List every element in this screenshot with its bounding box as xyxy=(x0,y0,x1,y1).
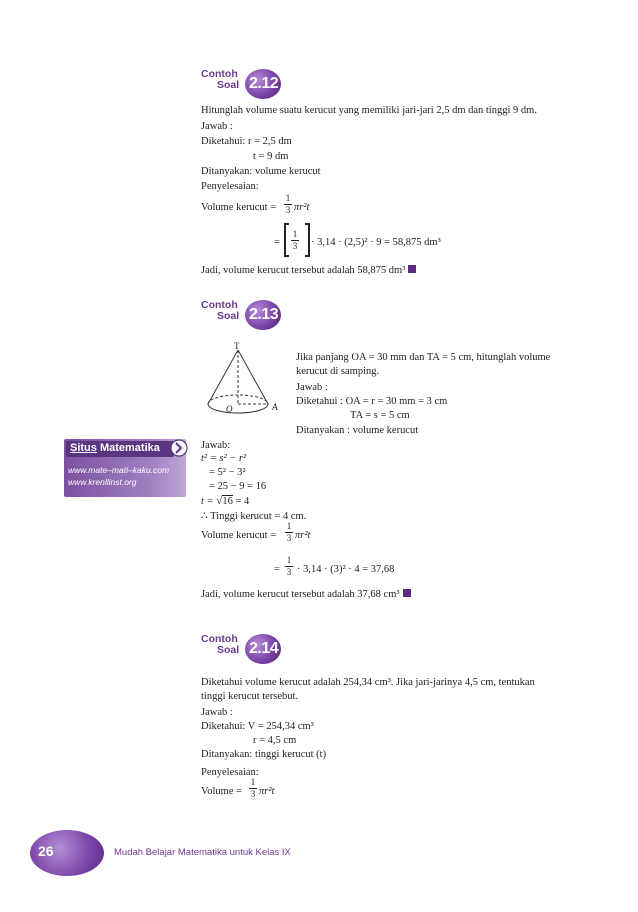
ex212-result: Jadi, volume kerucut tersebut adalah 58,875 dm³ xyxy=(201,264,416,277)
badge-soal-label: Soal xyxy=(217,644,240,656)
example-badge-2-12 xyxy=(201,69,283,101)
ex213-ta: TA = s = 5 cm xyxy=(350,410,410,421)
ex212-ditanyakan: Ditanyakan: volume kerucut xyxy=(201,166,321,177)
badge-soal-label: Soal xyxy=(217,310,240,322)
example-badge-2-13 xyxy=(201,300,283,332)
ex214-formula: πr²t xyxy=(259,786,275,797)
ex213-calculation: · 3,14 · (3)² · 4 = 37,68 xyxy=(297,564,395,575)
ex212-equals: = xyxy=(274,237,280,248)
ex212-jawab: Jawab : xyxy=(201,121,233,132)
badge-number: 2.14 xyxy=(249,640,279,657)
ex213-step-2: = 5² − 3² xyxy=(209,467,246,478)
ex213-step-4: t = √16 = 4 xyxy=(201,495,250,507)
ex213-problem-2: kerucut di samping. xyxy=(296,366,380,377)
ex213-problem-1: Jika panjang OA = 30 mm dan TA = 5 cm, hitunglah volume xyxy=(296,352,551,363)
ex214-problem-1: Diketahui volume kerucut adalah 254,34 cm³. Jika jari-jarinya 4,5 cm, tentukan xyxy=(201,677,535,688)
dots-decoration xyxy=(214,481,215,482)
badge-number: 2.13 xyxy=(249,306,279,323)
cone-label-t: T xyxy=(234,341,240,351)
ex212-fraction: 1 3 xyxy=(285,193,291,215)
badge-contoh-label: Contoh xyxy=(201,633,238,645)
ex212-bracket: 1 3 xyxy=(284,224,310,256)
page-number: 26 xyxy=(38,843,54,859)
situs-matematika-box xyxy=(64,439,186,497)
ex212-volume-label: Volume kerucut = xyxy=(201,202,277,213)
ex214-diketahui: Diketahui: V = 254,34 cm³ xyxy=(201,721,314,732)
ex212-calculation: · 3,14 · (2,5)² · 9 = 58,875 dm³ xyxy=(311,237,441,248)
chevron-right-icon xyxy=(170,438,188,458)
ex212-problem: Hitunglah volume suatu kerucut yang memiliki jari-jari 2,5 dm dan tinggi 9 dm. xyxy=(201,105,537,116)
badge-number: 2.12 xyxy=(249,75,279,92)
badge-contoh-label: Contoh xyxy=(201,299,238,311)
ex213-volume-label: Volume kerucut = xyxy=(201,530,277,541)
ex214-r: r = 4,5 cm xyxy=(253,735,297,746)
cone-label-o: O xyxy=(226,404,233,414)
ex213-ditanyakan: Ditanyakan : volume kerucut xyxy=(296,425,419,436)
ex214-problem-2: tinggi kerucut tersebut. xyxy=(201,691,299,702)
example-badge-2-14 xyxy=(201,634,283,666)
ex214-ditanyakan: Ditanyakan: tinggi kerucut (t) xyxy=(201,749,327,760)
ex213-formula: πr²t xyxy=(295,530,311,541)
ex212-formula: πr²t xyxy=(294,202,310,213)
ex214-penyelesaian: Penyelesaian: xyxy=(201,767,259,778)
cone-label-a: A xyxy=(272,402,278,412)
ex212-diketahui: Diketahui: r = 2,5 dm xyxy=(201,136,292,147)
ex213-result: Jadi, volume kerucut tersebut adalah 37,68 cm³ xyxy=(201,588,411,601)
ex213-jawab: Jawab : xyxy=(296,382,328,393)
ex213-jawab2: Jawab: xyxy=(201,440,231,451)
ex213-tinggi: ∴ Tinggi kerucut = 4 cm. xyxy=(201,511,307,522)
ex213-diketahui: Diketahui : OA = r = 30 mm = 3 cm xyxy=(296,396,448,407)
situs-link-2[interactable]: www.krenllinst.org xyxy=(68,477,137,487)
footer-book-title: Mudah Belajar Matematika untuk Kelas IX xyxy=(114,847,291,858)
end-square-icon xyxy=(408,265,416,273)
ex213-fraction-2: 1 3 xyxy=(286,555,292,577)
ex213-equals: = xyxy=(274,564,280,575)
badge-contoh-label: Contoh xyxy=(201,68,238,80)
ex212-tinggi: t = 9 dm xyxy=(253,151,289,162)
situs-title: Situs Matematika xyxy=(70,442,160,454)
ex212-penyelesaian: Penyelesaian: xyxy=(201,181,259,192)
ex213-step-3: = 25 − 9 = 16 xyxy=(209,481,267,492)
ex213-fraction: 1 3 xyxy=(286,521,292,543)
end-square-icon xyxy=(403,589,411,597)
ex213-step-1: t² = s² − r² xyxy=(201,453,247,464)
ex214-jawab: Jawab : xyxy=(201,707,233,718)
situs-link-1[interactable]: www.mate–mati–kaku.com xyxy=(68,465,170,475)
badge-soal-label: Soal xyxy=(217,79,240,91)
ex214-volume-label: Volume = xyxy=(201,786,243,797)
ex214-fraction: 1 3 xyxy=(250,777,256,799)
